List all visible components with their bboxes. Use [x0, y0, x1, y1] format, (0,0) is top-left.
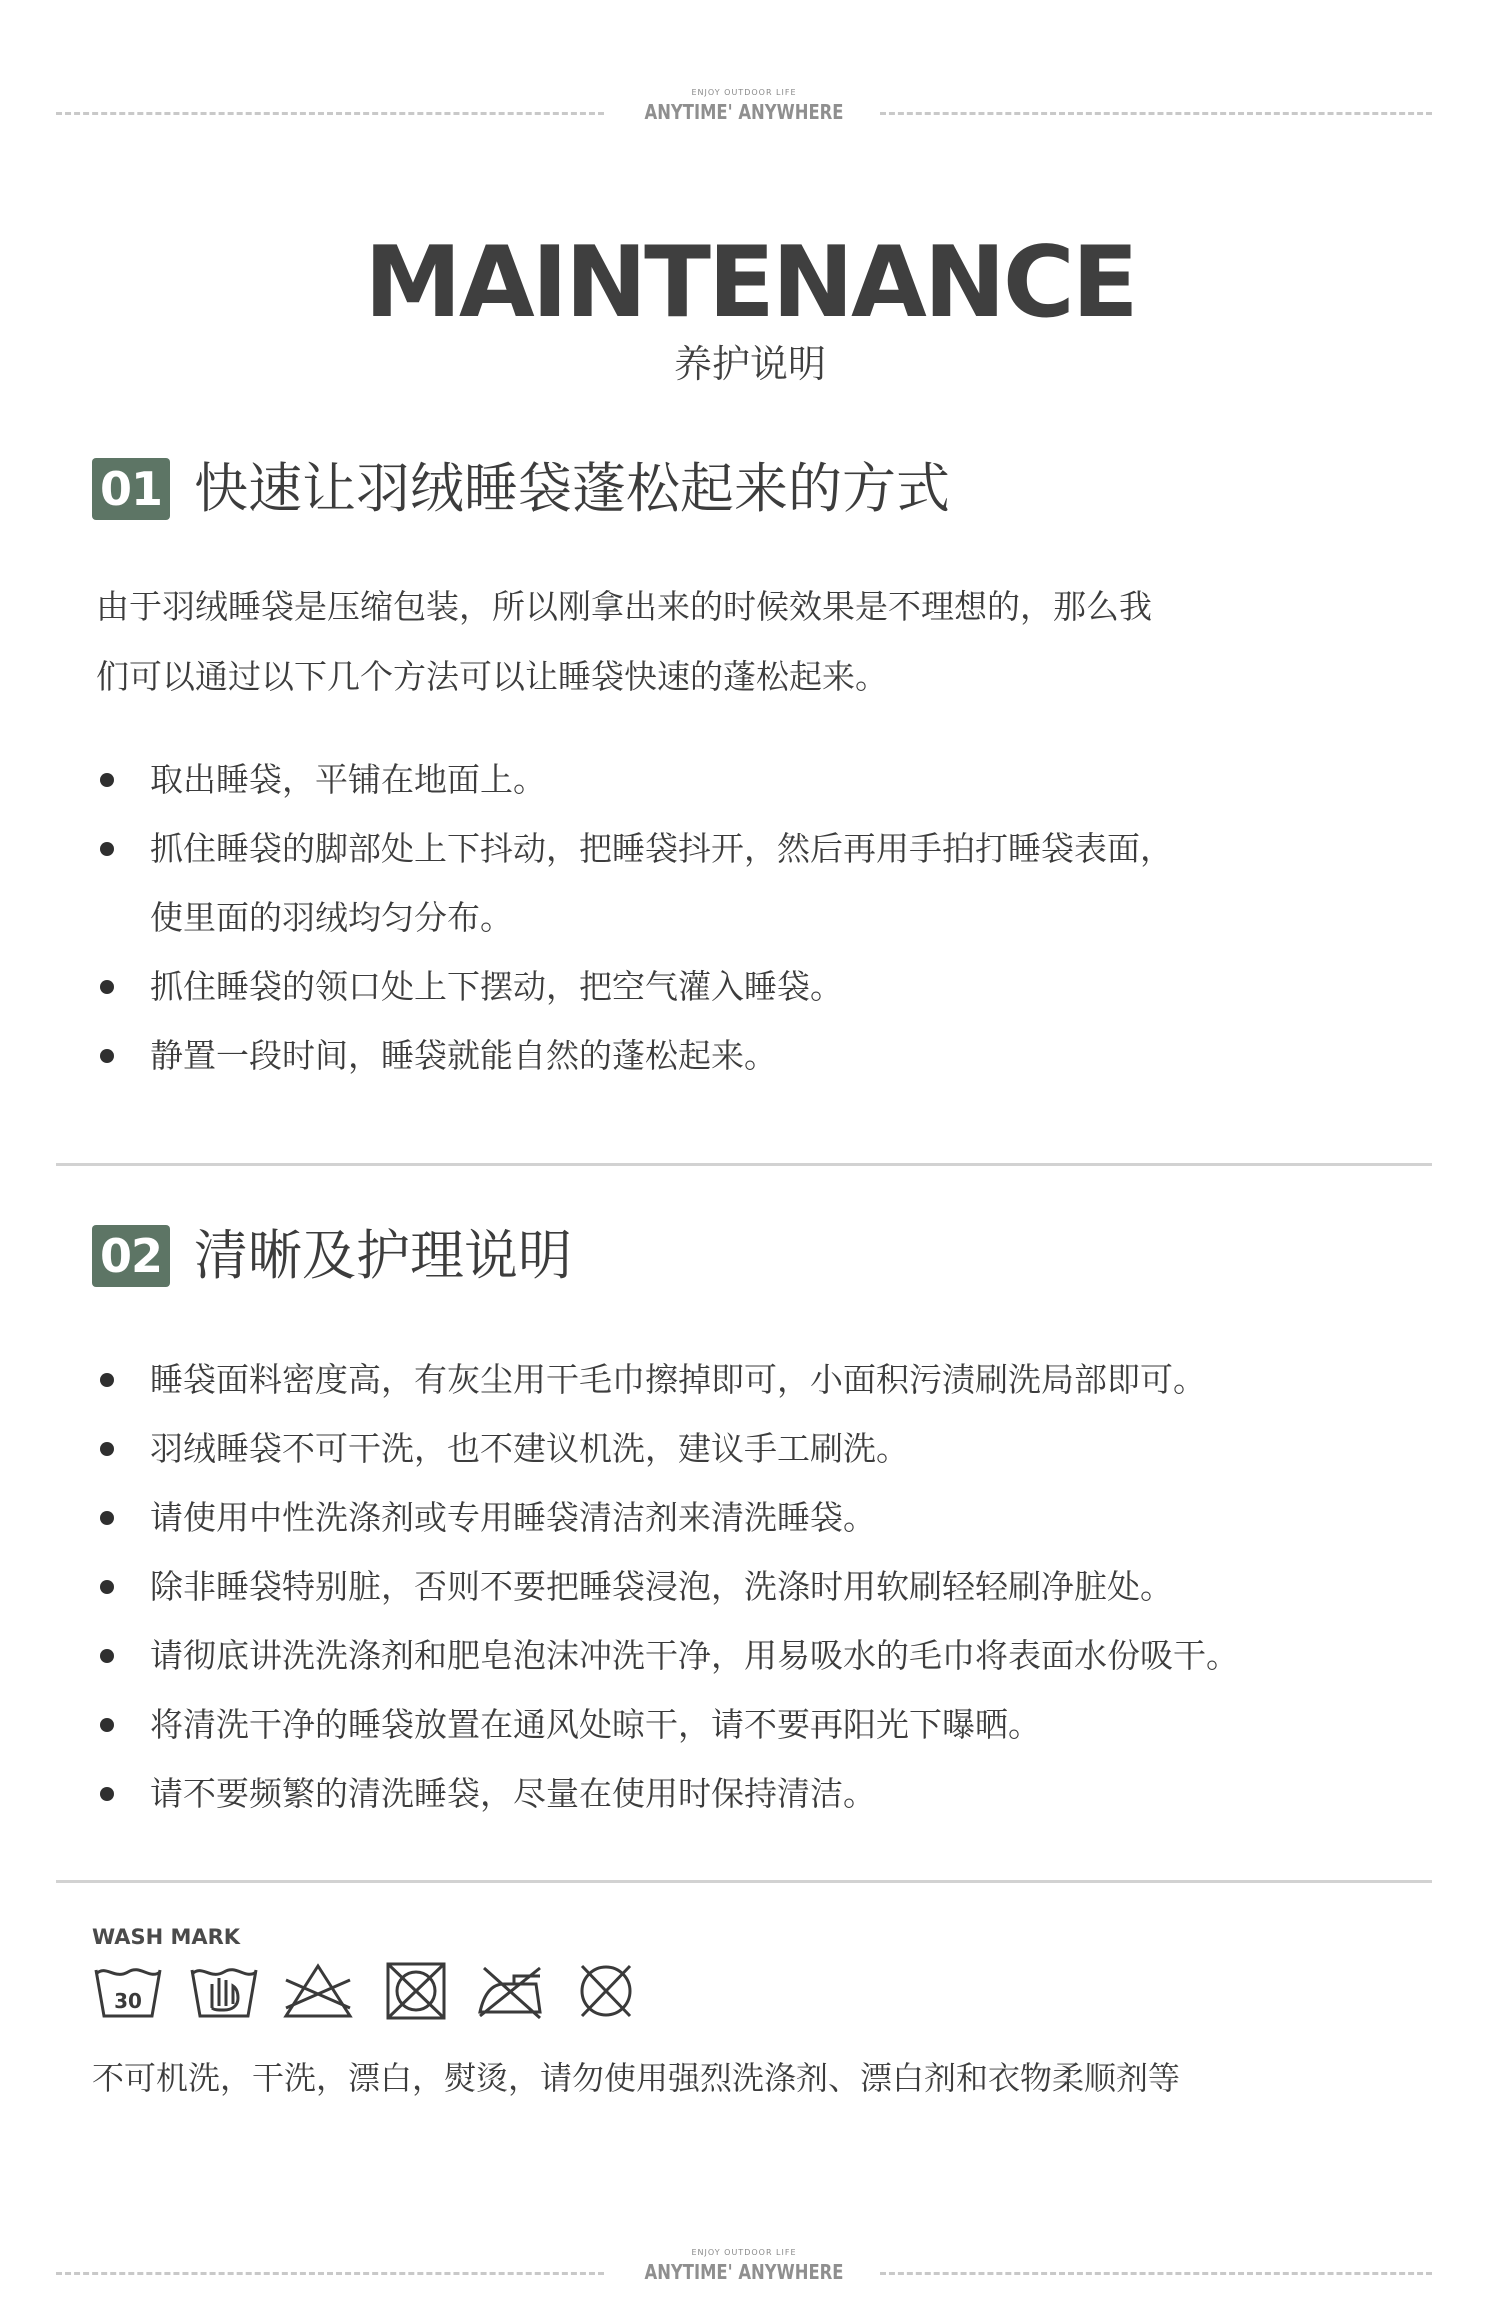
page-subtitle: 养护说明 — [673, 342, 826, 386]
page-title: MAINTENANCE — [364, 226, 1136, 340]
bullet-dot-icon — [100, 773, 114, 787]
section-divider — [56, 1163, 1432, 1166]
bullet-dot-icon — [100, 1787, 114, 1801]
section-title: 清晰及护理说明 — [194, 1224, 572, 1287]
wash-mark-label: WASH MARK — [92, 1925, 241, 1949]
bullet-dot-icon — [100, 1580, 114, 1594]
list-item: 抓住睡袋的领口处上下摆动，把空气灌入睡袋。 — [96, 952, 1446, 1021]
section-number-badge: 02 — [92, 1225, 170, 1287]
wash-mark-note: 不可机洗，干洗，漂白，熨烫，请勿使用强烈洗涤剂、漂白剂和衣物柔顺剂等 — [92, 2059, 1181, 2097]
dashed-divider-left — [56, 112, 604, 115]
hand-wash-icon — [188, 1960, 260, 2022]
list-item: 取出睡袋，平铺在地面上。 — [96, 745, 1446, 814]
bullet-dot-icon — [100, 842, 114, 856]
no-bleach-icon — [282, 1960, 354, 2022]
section-1-intro — [96, 572, 1426, 712]
brand-tagline-small: ENJOY OUTDOOR LIFE — [691, 2248, 797, 2257]
bottom-brand-row — [0, 2240, 1500, 2300]
brand-tagline: ANYTIME' ANYWHERE — [644, 2260, 844, 2284]
list-item: 睡袋面料密度高，有灰尘用干毛巾擦掉即可，小面积污渍刷洗局部即可。 — [96, 1345, 1446, 1414]
bullet-dot-icon — [100, 1718, 114, 1732]
section-2-bullets — [96, 1345, 1446, 1828]
wash-30-icon — [92, 1960, 164, 2022]
intro-line: 由于羽绒睡袋是压缩包装，所以刚拿出来的时候效果是不理想的，那么我 — [96, 587, 1152, 626]
section-title: 快速让羽绒睡袋蓬松起来的方式 — [194, 457, 950, 520]
top-brand-row — [0, 80, 1500, 140]
list-item: 静置一段时间，睡袋就能自然的蓬松起来。 — [96, 1021, 1446, 1090]
no-iron-icon — [474, 1960, 546, 2022]
bullet-dot-icon — [100, 980, 114, 994]
no-dry-clean-icon — [570, 1960, 642, 2022]
section-number-badge: 01 — [92, 458, 170, 520]
no-tumble-dry-icon — [380, 1960, 452, 2022]
list-item: 羽绒睡袋不可干洗，也不建议机洗，建议手工刷洗。 — [96, 1414, 1446, 1483]
list-item: 请使用中性洗涤剂或专用睡袋清洁剂来清洗睡袋。 — [96, 1483, 1446, 1552]
list-item: 除非睡袋特别脏，否则不要把睡袋浸泡，洗涤时用软刷轻轻刷净脏处。 — [96, 1552, 1446, 1621]
dashed-divider-right — [880, 112, 1432, 115]
list-item-continuation: 使里面的羽绒均匀分布。 — [150, 898, 513, 937]
wash-temp-label: 30 — [114, 1989, 142, 2013]
intro-line: 们可以通过以下几个方法可以让睡袋快速的蓬松起来。 — [96, 657, 888, 696]
list-item: 将清洗干净的睡袋放置在通风处晾干，请不要再阳光下曝晒。 — [96, 1690, 1446, 1759]
brand-tagline-small: ENJOY OUTDOOR LIFE — [691, 88, 797, 97]
bullet-dot-icon — [100, 1049, 114, 1063]
section-divider — [56, 1880, 1432, 1883]
list-item: 请彻底讲洗洗涤剂和肥皂泡沫冲洗干净，用易吸水的毛巾将表面水份吸干。 — [96, 1621, 1446, 1690]
bullet-dot-icon — [100, 1442, 114, 1456]
list-item: 抓住睡袋的脚部处上下抖动，把睡袋抖开，然后再用手拍打睡袋表面， 使里面的羽绒均匀分布。 — [96, 814, 1446, 952]
bullet-dot-icon — [100, 1373, 114, 1387]
brand-tagline: ANYTIME' ANYWHERE — [644, 100, 844, 124]
section-1-bullets — [96, 745, 1446, 1090]
dashed-divider-right — [880, 2272, 1432, 2275]
bullet-dot-icon — [100, 1649, 114, 1663]
bullet-dot-icon — [100, 1511, 114, 1525]
list-item: 请不要频繁的清洗睡袋，尽量在使用时保持清洁。 — [96, 1759, 1446, 1828]
dashed-divider-left — [56, 2272, 604, 2275]
